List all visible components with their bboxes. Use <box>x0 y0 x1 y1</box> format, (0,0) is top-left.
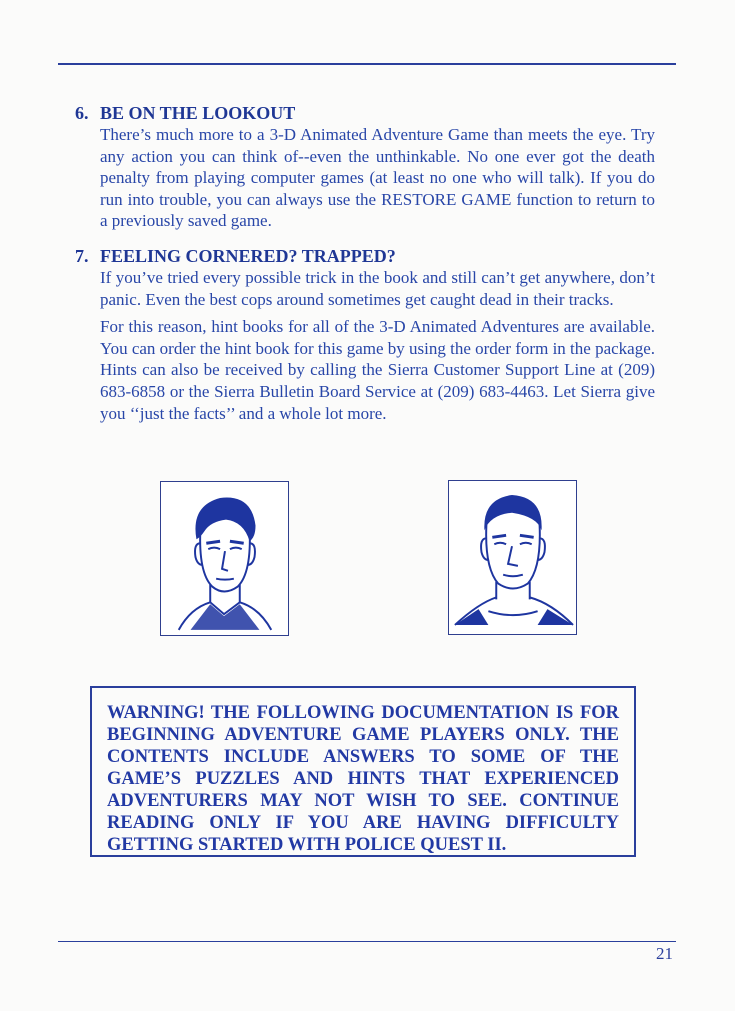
warning-text: WARNING! THE FOLLOWING DOCUMENTATION IS FOR BEGINNING ADVENTURE GAME PLAYERS ONLY. THE CONTENTS INCLUDE ANSWERS TO SOME OF THE GAME’S PUZZLES AND HINTS THAT EXPERIENCED ADVENTURERS MAY NOT WISH TO SEE. CONTINUE READING ONLY IF YOU ARE HAVING DIFFICULTY GETTING STARTED WITH POLICE QUEST II. <box>107 703 619 855</box>
section-6-title: BE ON THE LOOKOUT <box>100 103 296 123</box>
section-7-number: 7. <box>75 246 89 266</box>
portrait-right-illustration <box>449 481 576 634</box>
section-7-paragraph-2: For this reason, hint books for all of the 3-D Animated Adventures are available. You can order the hint book for this game by using the order form in the package. Hints can also be received by calling the Sierra Customer Support Line at (209) 683-6858 or the Sierra Bulletin Board Service at (209) 683-4463. Let Sierra give you ‘‘just the facts’’ and a whole lot more. <box>100 317 655 423</box>
portrait-left-illustration <box>161 482 288 635</box>
section-7-title: FEELING CORNERED? TRAPPED? <box>100 246 396 266</box>
section-6-paragraph-1: There’s much more to a 3-D Animated Adventure Game than meets the eye. Try any action you can think of--even the unthinkable. No one ever got the death penalty from playing computer games (at least no one who will talk). If you do run into trouble, you can always use the RESTORE GAME function to return to a previously saved game. <box>100 125 655 231</box>
section-6-heading <box>75 102 655 124</box>
portrait-left-image <box>160 481 289 636</box>
bottom-rule <box>58 941 676 942</box>
section-6 <box>75 102 655 232</box>
section-7-paragraph-1: If you’ve tried every possible trick in the book and still can’t get anywhere, don’t panic. Even the best cops around sometimes get caught dead in their tracks. <box>100 268 655 309</box>
page-number: 21 <box>656 944 673 963</box>
portrait-right-image <box>448 480 577 635</box>
warning-box <box>90 686 636 857</box>
section-7 <box>75 245 655 424</box>
top-rule <box>58 63 676 65</box>
section-7-heading <box>75 245 655 267</box>
section-6-number: 6. <box>75 103 89 123</box>
